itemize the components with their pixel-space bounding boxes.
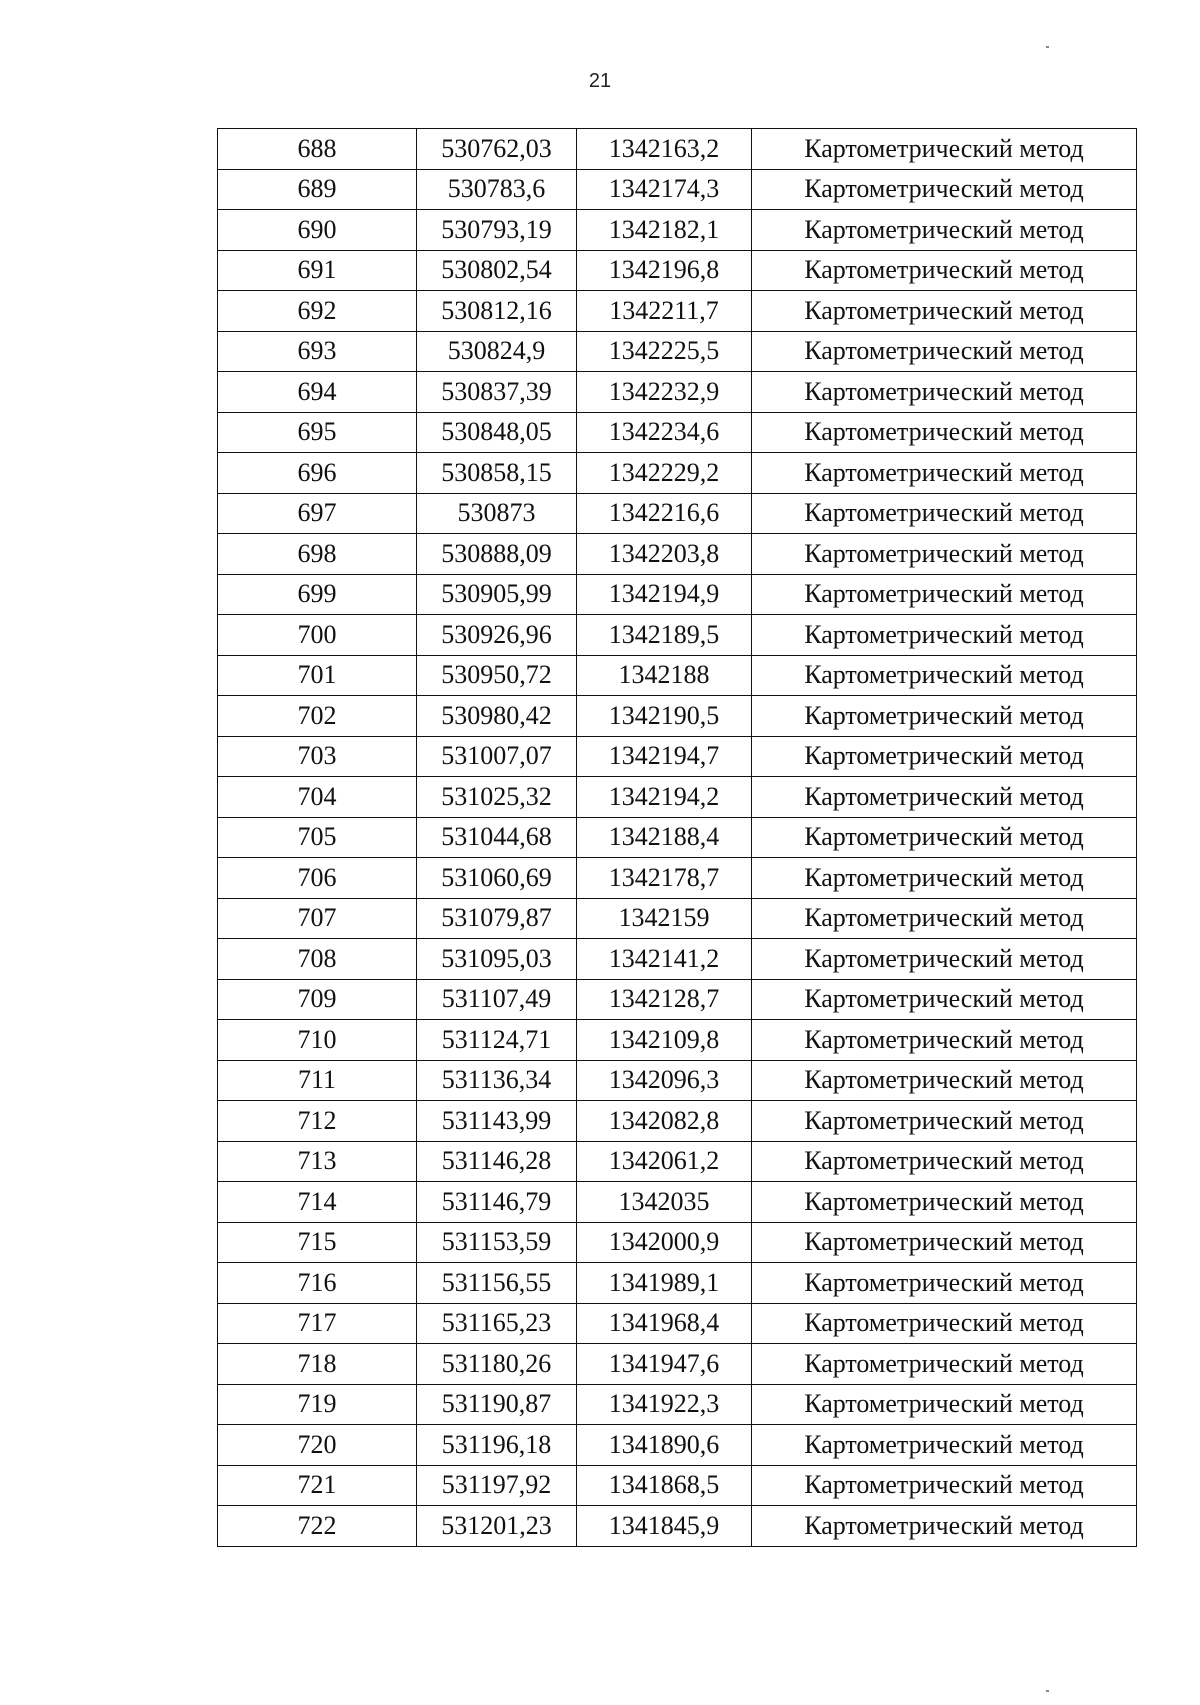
table-row xyxy=(218,574,1137,615)
x-coordinate-cell: 531180,26 xyxy=(417,1344,577,1385)
point-number-cell: 706 xyxy=(218,858,417,899)
method-cell: Картометрический метод xyxy=(752,1141,1137,1182)
table-row xyxy=(218,979,1137,1020)
x-coordinate-cell: 530980,42 xyxy=(417,696,577,737)
y-coordinate-cell: 1342216,6 xyxy=(577,493,752,534)
method-cell: Картометрический метод xyxy=(752,858,1137,899)
y-coordinate-cell: 1341922,3 xyxy=(577,1384,752,1425)
method-cell: Картометрический метод xyxy=(752,1222,1137,1263)
method-cell: Картометрический метод xyxy=(752,1101,1137,1142)
method-cell: Картометрический метод xyxy=(752,331,1137,372)
y-coordinate-cell: 1341968,4 xyxy=(577,1303,752,1344)
point-number-cell: 715 xyxy=(218,1222,417,1263)
table-row xyxy=(218,372,1137,413)
x-coordinate-cell: 531201,23 xyxy=(417,1506,577,1547)
y-coordinate-cell: 1342211,7 xyxy=(577,291,752,332)
y-coordinate-cell: 1342061,2 xyxy=(577,1141,752,1182)
point-number-cell: 721 xyxy=(218,1465,417,1506)
y-coordinate-cell: 1341989,1 xyxy=(577,1263,752,1304)
table-row xyxy=(218,169,1137,210)
method-cell: Картометрический метод xyxy=(752,736,1137,777)
y-coordinate-cell: 1342082,8 xyxy=(577,1101,752,1142)
point-number-cell: 707 xyxy=(218,898,417,939)
method-cell: Картометрический метод xyxy=(752,1263,1137,1304)
y-coordinate-cell: 1341868,5 xyxy=(577,1465,752,1506)
table-row xyxy=(218,696,1137,737)
y-coordinate-cell: 1342189,5 xyxy=(577,615,752,656)
y-coordinate-cell: 1342182,1 xyxy=(577,210,752,251)
y-coordinate-cell: 1342178,7 xyxy=(577,858,752,899)
y-coordinate-cell: 1342194,9 xyxy=(577,574,752,615)
table-row xyxy=(218,412,1137,453)
table-row xyxy=(218,1506,1137,1547)
x-coordinate-cell: 530858,15 xyxy=(417,453,577,494)
point-number-cell: 695 xyxy=(218,412,417,453)
table-row xyxy=(218,1303,1137,1344)
point-number-cell: 688 xyxy=(218,129,417,170)
method-cell: Картометрический метод xyxy=(752,1465,1137,1506)
point-number-cell: 712 xyxy=(218,1101,417,1142)
x-coordinate-cell: 531060,69 xyxy=(417,858,577,899)
x-coordinate-cell: 530812,16 xyxy=(417,291,577,332)
method-cell: Картометрический метод xyxy=(752,250,1137,291)
coordinates-table xyxy=(217,128,1137,1547)
method-cell: Картометрический метод xyxy=(752,1303,1137,1344)
method-cell: Картометрический метод xyxy=(752,1506,1137,1547)
y-coordinate-cell: 1341947,6 xyxy=(577,1344,752,1385)
point-number-cell: 689 xyxy=(218,169,417,210)
table-row xyxy=(218,858,1137,899)
x-coordinate-cell: 530950,72 xyxy=(417,655,577,696)
x-coordinate-cell: 531197,92 xyxy=(417,1465,577,1506)
table-row xyxy=(218,534,1137,575)
table-row xyxy=(218,291,1137,332)
table-row xyxy=(218,453,1137,494)
y-coordinate-cell: 1341890,6 xyxy=(577,1425,752,1466)
y-coordinate-cell: 1342229,2 xyxy=(577,453,752,494)
table-row xyxy=(218,655,1137,696)
y-coordinate-cell: 1342128,7 xyxy=(577,979,752,1020)
table-row xyxy=(218,129,1137,170)
x-coordinate-cell: 530793,19 xyxy=(417,210,577,251)
table-row xyxy=(218,1384,1137,1425)
y-coordinate-cell: 1342035 xyxy=(577,1182,752,1223)
point-number-cell: 708 xyxy=(218,939,417,980)
x-coordinate-cell: 530905,99 xyxy=(417,574,577,615)
x-coordinate-cell: 531153,59 xyxy=(417,1222,577,1263)
method-cell: Картометрический метод xyxy=(752,210,1137,251)
table-row xyxy=(218,1465,1137,1506)
method-cell: Картометрический метод xyxy=(752,939,1137,980)
x-coordinate-cell: 531136,34 xyxy=(417,1060,577,1101)
method-cell: Картометрический метод xyxy=(752,574,1137,615)
table-row xyxy=(218,1344,1137,1385)
method-cell: Картометрический метод xyxy=(752,777,1137,818)
point-number-cell: 696 xyxy=(218,453,417,494)
method-cell: Картометрический метод xyxy=(752,453,1137,494)
y-coordinate-cell: 1342188,4 xyxy=(577,817,752,858)
x-coordinate-cell: 531190,87 xyxy=(417,1384,577,1425)
point-number-cell: 709 xyxy=(218,979,417,1020)
y-coordinate-cell: 1342232,9 xyxy=(577,372,752,413)
point-number-cell: 692 xyxy=(218,291,417,332)
x-coordinate-cell: 530824,9 xyxy=(417,331,577,372)
table-row xyxy=(218,1101,1137,1142)
x-coordinate-cell: 530873 xyxy=(417,493,577,534)
table-row xyxy=(218,1222,1137,1263)
point-number-cell: 690 xyxy=(218,210,417,251)
method-cell: Картометрический метод xyxy=(752,817,1137,858)
point-number-cell: 710 xyxy=(218,1020,417,1061)
point-number-cell: 699 xyxy=(218,574,417,615)
x-coordinate-cell: 530848,05 xyxy=(417,412,577,453)
scan-speck xyxy=(1046,1690,1049,1692)
table-row xyxy=(218,493,1137,534)
method-cell: Картометрический метод xyxy=(752,696,1137,737)
table-row xyxy=(218,898,1137,939)
x-coordinate-cell: 530762,03 xyxy=(417,129,577,170)
table-row xyxy=(218,1020,1137,1061)
point-number-cell: 700 xyxy=(218,615,417,656)
x-coordinate-cell: 531146,28 xyxy=(417,1141,577,1182)
table-row xyxy=(218,210,1137,251)
point-number-cell: 714 xyxy=(218,1182,417,1223)
table-row xyxy=(218,615,1137,656)
method-cell: Картометрический метод xyxy=(752,412,1137,453)
method-cell: Картометрический метод xyxy=(752,534,1137,575)
table-row xyxy=(218,817,1137,858)
table-row xyxy=(218,1182,1137,1223)
method-cell: Картометрический метод xyxy=(752,493,1137,534)
point-number-cell: 719 xyxy=(218,1384,417,1425)
y-coordinate-cell: 1342194,2 xyxy=(577,777,752,818)
x-coordinate-cell: 530783,6 xyxy=(417,169,577,210)
point-number-cell: 704 xyxy=(218,777,417,818)
x-coordinate-cell: 531007,07 xyxy=(417,736,577,777)
table-row xyxy=(218,1425,1137,1466)
x-coordinate-cell: 530802,54 xyxy=(417,250,577,291)
point-number-cell: 713 xyxy=(218,1141,417,1182)
page-number: 21 xyxy=(588,70,612,92)
y-coordinate-cell: 1342190,5 xyxy=(577,696,752,737)
point-number-cell: 691 xyxy=(218,250,417,291)
table-row xyxy=(218,331,1137,372)
y-coordinate-cell: 1342203,8 xyxy=(577,534,752,575)
method-cell: Картометрический метод xyxy=(752,1020,1137,1061)
point-number-cell: 703 xyxy=(218,736,417,777)
x-coordinate-cell: 530888,09 xyxy=(417,534,577,575)
y-coordinate-cell: 1342000,9 xyxy=(577,1222,752,1263)
point-number-cell: 702 xyxy=(218,696,417,737)
y-coordinate-cell: 1342159 xyxy=(577,898,752,939)
x-coordinate-cell: 530926,96 xyxy=(417,615,577,656)
x-coordinate-cell: 531079,87 xyxy=(417,898,577,939)
point-number-cell: 698 xyxy=(218,534,417,575)
point-number-cell: 711 xyxy=(218,1060,417,1101)
y-coordinate-cell: 1342234,6 xyxy=(577,412,752,453)
x-coordinate-cell: 531025,32 xyxy=(417,777,577,818)
scan-speck xyxy=(1046,46,1049,48)
method-cell: Картометрический метод xyxy=(752,1425,1137,1466)
method-cell: Картометрический метод xyxy=(752,1384,1137,1425)
point-number-cell: 722 xyxy=(218,1506,417,1547)
table-row xyxy=(218,1141,1137,1182)
y-coordinate-cell: 1342196,8 xyxy=(577,250,752,291)
method-cell: Картометрический метод xyxy=(752,372,1137,413)
method-cell: Картометрический метод xyxy=(752,1182,1137,1223)
point-number-cell: 701 xyxy=(218,655,417,696)
method-cell: Картометрический метод xyxy=(752,291,1137,332)
table-row xyxy=(218,736,1137,777)
method-cell: Картометрический метод xyxy=(752,615,1137,656)
table-row xyxy=(218,1263,1137,1304)
method-cell: Картометрический метод xyxy=(752,979,1137,1020)
x-coordinate-cell: 531143,99 xyxy=(417,1101,577,1142)
x-coordinate-cell: 531196,18 xyxy=(417,1425,577,1466)
method-cell: Картометрический метод xyxy=(752,169,1137,210)
x-coordinate-cell: 530837,39 xyxy=(417,372,577,413)
point-number-cell: 720 xyxy=(218,1425,417,1466)
method-cell: Картометрический метод xyxy=(752,129,1137,170)
table-row xyxy=(218,777,1137,818)
point-number-cell: 697 xyxy=(218,493,417,534)
table-row xyxy=(218,250,1137,291)
x-coordinate-cell: 531165,23 xyxy=(417,1303,577,1344)
table-row xyxy=(218,939,1137,980)
y-coordinate-cell: 1341845,9 xyxy=(577,1506,752,1547)
x-coordinate-cell: 531044,68 xyxy=(417,817,577,858)
method-cell: Картометрический метод xyxy=(752,655,1137,696)
y-coordinate-cell: 1342174,3 xyxy=(577,169,752,210)
point-number-cell: 717 xyxy=(218,1303,417,1344)
point-number-cell: 694 xyxy=(218,372,417,413)
point-number-cell: 693 xyxy=(218,331,417,372)
point-number-cell: 716 xyxy=(218,1263,417,1304)
x-coordinate-cell: 531146,79 xyxy=(417,1182,577,1223)
point-number-cell: 705 xyxy=(218,817,417,858)
x-coordinate-cell: 531124,71 xyxy=(417,1020,577,1061)
y-coordinate-cell: 1342096,3 xyxy=(577,1060,752,1101)
y-coordinate-cell: 1342141,2 xyxy=(577,939,752,980)
x-coordinate-cell: 531107,49 xyxy=(417,979,577,1020)
y-coordinate-cell: 1342225,5 xyxy=(577,331,752,372)
y-coordinate-cell: 1342194,7 xyxy=(577,736,752,777)
method-cell: Картометрический метод xyxy=(752,1344,1137,1385)
y-coordinate-cell: 1342188 xyxy=(577,655,752,696)
y-coordinate-cell: 1342163,2 xyxy=(577,129,752,170)
method-cell: Картометрический метод xyxy=(752,1060,1137,1101)
table-row xyxy=(218,1060,1137,1101)
y-coordinate-cell: 1342109,8 xyxy=(577,1020,752,1061)
method-cell: Картометрический метод xyxy=(752,898,1137,939)
x-coordinate-cell: 531095,03 xyxy=(417,939,577,980)
coordinates-table-body xyxy=(218,129,1137,1547)
point-number-cell: 718 xyxy=(218,1344,417,1385)
x-coordinate-cell: 531156,55 xyxy=(417,1263,577,1304)
